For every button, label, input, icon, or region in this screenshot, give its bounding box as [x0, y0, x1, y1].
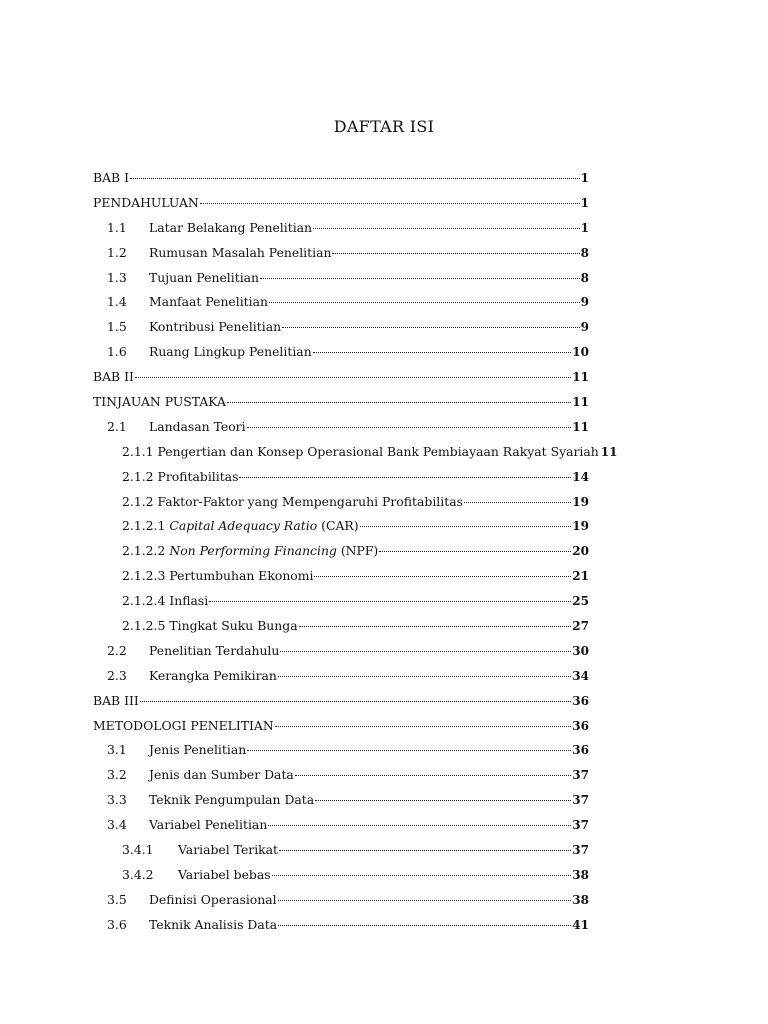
toc-entry[interactable]	[93, 514, 589, 539]
toc-page-number: 11	[572, 370, 589, 385]
toc-entry-number: 3.3	[107, 792, 127, 808]
toc-page-number: 8	[580, 270, 589, 285]
toc-entry-number: 2.1	[107, 418, 127, 434]
toc-entry[interactable]	[93, 589, 589, 614]
toc-entry[interactable]	[93, 763, 589, 788]
toc-entry[interactable]	[93, 738, 589, 763]
dot-leader	[464, 488, 571, 503]
toc-entry-label: PENDAHULUAN	[93, 194, 199, 210]
toc-entry-label-italic: Capital Adequacy Ratio	[169, 518, 318, 534]
dot-leader	[282, 313, 580, 328]
toc-entry[interactable]	[93, 191, 589, 216]
toc-entry[interactable]	[93, 216, 589, 241]
toc-entry-label: Kontribusi Penelitian	[149, 319, 282, 335]
toc-entry[interactable]	[93, 863, 589, 888]
toc-entry-label	[169, 539, 378, 564]
dot-leader	[379, 537, 571, 552]
toc-entry-label-suffix: (CAR)	[317, 518, 359, 534]
dot-leader	[278, 911, 571, 926]
toc-entry-number: 1.6	[107, 344, 127, 360]
toc-entry[interactable]	[93, 639, 589, 664]
dot-leader	[239, 463, 571, 478]
dot-leader	[360, 512, 572, 527]
dot-leader	[278, 886, 572, 901]
dot-leader	[295, 761, 571, 776]
toc-entry[interactable]	[93, 241, 589, 266]
toc-entry[interactable]	[93, 390, 589, 415]
toc-page-number: 1	[580, 195, 589, 210]
toc-entry-number: 2.1.2.2	[122, 543, 166, 559]
dot-leader	[135, 363, 571, 378]
toc-entry-label	[169, 514, 358, 539]
toc-entry[interactable]	[93, 315, 589, 340]
toc-entry-label: Faktor-Faktor yang Mempengaruhi Profitabilitas	[157, 493, 463, 509]
toc-page-number: 8	[580, 245, 589, 260]
toc-entry[interactable]	[93, 813, 589, 838]
dot-leader	[200, 189, 580, 204]
toc-entry-number: 2.1.2.3	[122, 568, 166, 584]
toc-entry-number: 2.1.2.1	[122, 518, 166, 534]
toc-entry-number: 3.4.2	[122, 866, 154, 882]
toc-entry-label: BAB I	[93, 170, 129, 185]
toc-entry-label: Jenis Penelitian	[149, 742, 247, 758]
dot-leader	[209, 587, 571, 602]
toc-page-number: 37	[572, 768, 589, 783]
toc-entry-number: 1.2	[107, 244, 127, 260]
toc-entry-label: Penelitian Terdahulu	[149, 642, 280, 658]
toc-page-number: 30	[572, 643, 589, 658]
toc-entry-number: 1.1	[107, 219, 127, 235]
toc-page-number: 11	[600, 444, 618, 459]
toc-entry-number: 2.1.2.4	[122, 593, 166, 609]
toc-entry[interactable]	[93, 664, 589, 689]
toc-entry[interactable]	[93, 539, 589, 564]
toc-entry[interactable]	[93, 888, 589, 913]
toc-page-number: 1	[580, 171, 589, 185]
toc-entry-label: Manfaat Penelitian	[149, 294, 268, 310]
toc-entry-label-italic: Non Performing Financing	[169, 543, 337, 559]
toc-entry-label: BAB II	[93, 369, 134, 385]
toc-page-number: 20	[572, 544, 589, 559]
toc-entry-label: BAB III	[93, 692, 139, 708]
dot-leader	[260, 264, 580, 279]
dot-leader	[279, 836, 571, 851]
toc-entry-label: Teknik Analisis Data	[149, 916, 278, 932]
toc-page-number: 38	[572, 892, 589, 907]
page-title: DAFTAR ISI	[333, 117, 435, 136]
toc-entry[interactable]	[93, 614, 589, 639]
toc-entry-label: METODOLOGI PENELITIAN	[93, 717, 274, 733]
dot-leader	[227, 388, 571, 403]
toc-entry-number: 2.1.2	[122, 468, 154, 484]
dot-leader	[278, 662, 571, 677]
toc-entry-label: Kerangka Pemikiran	[149, 667, 277, 683]
toc-entry-label-suffix: (NPF)	[336, 543, 379, 559]
toc-entry-label: Definisi Operasional	[149, 891, 277, 907]
toc-page-number: 21	[572, 569, 589, 584]
toc-page-number: 37	[572, 793, 589, 808]
toc-page-number: 19	[572, 519, 589, 534]
toc-entry-number: 1.4	[107, 294, 127, 310]
toc-entry-number: 3.4	[107, 817, 127, 833]
toc-entry-label: Landasan Teori	[149, 418, 246, 434]
toc-page-number: 36	[572, 743, 589, 758]
toc-page-number: 11	[572, 395, 589, 410]
toc-entry-label: Variabel Penelitian	[149, 817, 268, 833]
toc-page-number: 37	[572, 818, 589, 833]
toc-page-number: 41	[572, 917, 589, 932]
toc-entry-label: TINJAUAN PUSTAKA	[93, 394, 226, 410]
toc-entry-number: 1.5	[107, 319, 127, 335]
toc-entry-number: 2.2	[107, 642, 127, 658]
dot-leader	[130, 164, 580, 179]
toc-entry-label: Pertumbuhan Ekonomi	[169, 568, 314, 584]
toc-entry[interactable]	[93, 415, 589, 440]
toc-entry-number: 3.5	[107, 891, 127, 907]
toc-entry-number: 3.6	[107, 916, 127, 932]
toc-page-number: 27	[572, 619, 589, 634]
toc-entry-label: Variabel bebas	[178, 866, 271, 882]
toc-page-number: 36	[572, 718, 589, 733]
toc-entry[interactable]	[93, 490, 589, 515]
dot-leader	[247, 413, 572, 428]
dot-leader	[315, 786, 571, 801]
toc-entry-label: Inflasi	[169, 593, 209, 609]
toc-entry-label: Ruang Lingkup Penelitian	[149, 344, 312, 360]
toc-page-number: 9	[580, 295, 589, 310]
toc-page-number: 38	[572, 867, 589, 882]
toc-page-number: 1	[580, 220, 589, 235]
toc-entry-number: 2.1.2.5	[122, 618, 166, 634]
toc-entry[interactable]	[93, 564, 589, 589]
toc-entry-number: 1.3	[107, 269, 127, 285]
toc-entry[interactable]	[93, 913, 589, 938]
toc-page-number: 10	[572, 345, 589, 360]
toc-page-number: 36	[572, 693, 589, 708]
toc-entry-number: 3.1	[107, 742, 127, 758]
toc-entry-number: 2.1.2	[122, 493, 154, 509]
toc-page-number: 19	[572, 494, 589, 509]
table-of-contents	[93, 166, 618, 938]
toc-entry[interactable]	[93, 290, 589, 315]
dot-leader	[280, 637, 571, 652]
toc-entry-label: Latar Belakang Penelitian	[149, 219, 313, 235]
dot-leader	[275, 712, 572, 727]
dot-leader	[299, 612, 572, 627]
toc-entry[interactable]	[93, 689, 589, 714]
toc-entry-label: Rumusan Masalah Penelitian	[149, 244, 332, 260]
toc-entry-label: Tingkat Suku Bunga	[169, 618, 298, 634]
toc-page-number: 14	[572, 469, 589, 484]
toc-entry-label: Variabel Terikat	[178, 842, 279, 858]
toc-page-number: 37	[572, 843, 589, 858]
toc-entry[interactable]	[93, 788, 589, 813]
toc-entry[interactable]	[93, 266, 589, 291]
toc-page-number: 25	[572, 594, 589, 609]
toc-entry-label: Teknik Pengumpulan Data	[149, 792, 315, 808]
dot-leader	[313, 214, 580, 229]
toc-page-number: 11	[572, 419, 589, 434]
dot-leader	[247, 736, 571, 751]
dot-leader	[268, 811, 571, 826]
toc-entry-number: 2.1.1	[122, 443, 154, 459]
dot-leader	[269, 288, 580, 303]
dot-leader	[272, 861, 572, 876]
toc-entry[interactable]	[93, 166, 589, 191]
toc-entry-label: Pengertian dan Konsep Operasional Bank Pembiayaan Rakyat Syariah	[157, 443, 599, 459]
dot-leader	[313, 338, 572, 353]
toc-entry[interactable]	[93, 440, 618, 465]
toc-entry-label: Jenis dan Sumber Data	[149, 767, 294, 783]
toc-entry-label: Tujuan Penelitian	[149, 269, 260, 285]
dot-leader	[140, 687, 572, 702]
toc-entry[interactable]	[93, 365, 589, 390]
dot-leader	[314, 562, 571, 577]
toc-entry-label: Profitabilitas	[157, 468, 239, 484]
toc-entry[interactable]	[93, 465, 589, 490]
dot-leader	[332, 239, 579, 254]
toc-page-number: 34	[572, 668, 589, 683]
toc-entry-number: 3.2	[107, 767, 127, 783]
toc-entry[interactable]	[93, 838, 589, 863]
toc-page-number: 9	[580, 320, 589, 335]
toc-entry[interactable]	[93, 714, 589, 739]
toc-entry-number: 2.3	[107, 667, 127, 683]
toc-entry-number: 3.4.1	[122, 842, 154, 858]
toc-entry[interactable]	[93, 340, 589, 365]
